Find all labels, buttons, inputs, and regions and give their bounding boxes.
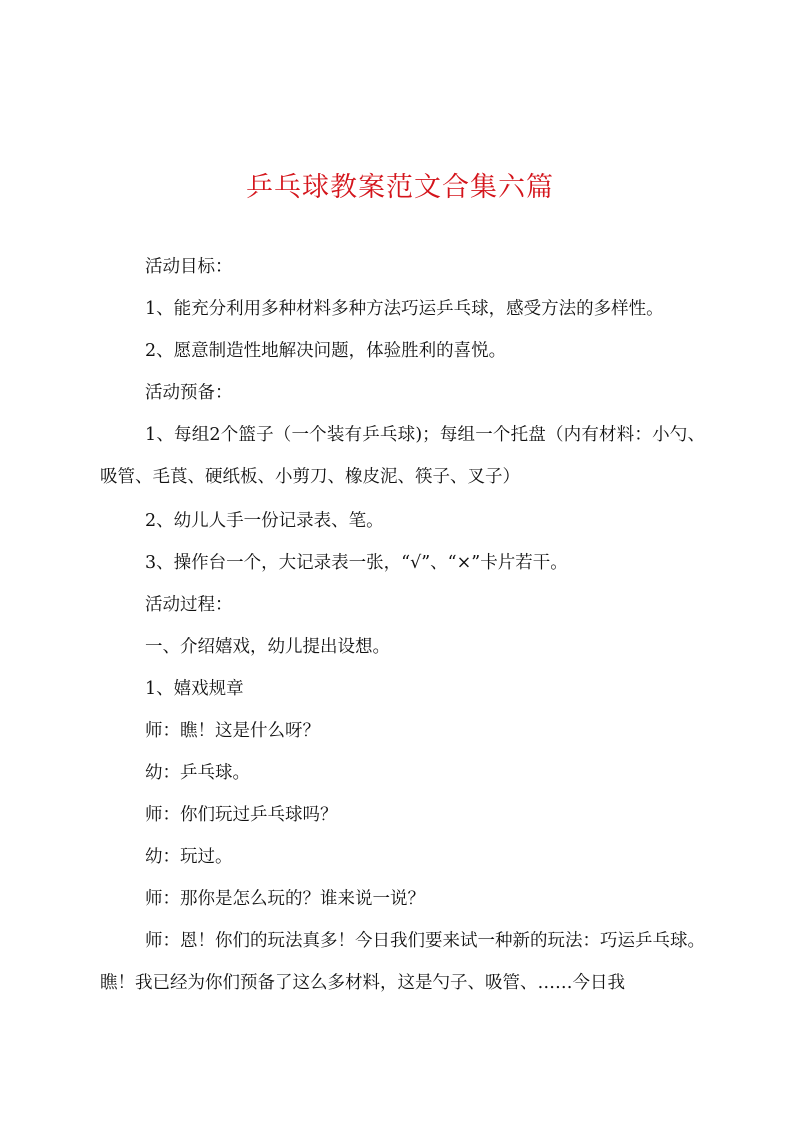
paragraph-goal-2: 2、愿意制造性地解决问题，体验胜利的喜悦。 [145, 341, 507, 361]
paragraph-process-section-1: 一、介绍嬉戏，幼儿提出设想。 [145, 637, 390, 657]
paragraph-dialogue-6: 师：恩！你们的玩法真多！今日我们要来试一种新的玩法：巧运乒乓球。瞧！我已经为你们预备了这么多材料，这是勺子、吸管、……今日我 [100, 931, 705, 993]
paragraph-dialogue-3: 师：你们玩过乒乓球吗？ [145, 805, 338, 825]
paragraph-dialogue-2: 幼：乒乓球。 [145, 763, 250, 783]
paragraph-process-heading: 活动过程： [145, 595, 233, 615]
paragraph-preparation-1: 1、每组2个篮子（一个装有乒乓球)；每组一个托盘（内有材料：小勺、吸管、毛莨、硬纸板、小剪刀、橡皮泥、筷子、叉子） [100, 425, 705, 487]
paragraph-preparation-3: 3、操作台一个，大记录表一张，“√”、“×”卡片若干。 [145, 553, 568, 573]
paragraph-game-rules: 1、嬉戏规章 [145, 679, 244, 699]
paragraph-activity-goals-heading: 活动目标： [145, 257, 233, 277]
paragraph-goal-1: 1、能充分利用多种材料多种方法巧运乒乓球，感受方法的多样性。 [145, 299, 664, 319]
paragraph-dialogue-1: 师：瞧！这是什么呀？ [145, 721, 320, 741]
document-title: 乒乓球教案范文合集六篇 [246, 172, 554, 203]
paragraph-preparation-heading: 活动预备： [145, 383, 233, 403]
paragraph-dialogue-5: 师：那你是怎么玩的？谁来说一说？ [145, 889, 425, 909]
paragraph-dialogue-4: 幼：玩过。 [145, 847, 233, 867]
paragraph-preparation-2: 2、幼儿人手一份记录表、笔。 [145, 511, 384, 531]
